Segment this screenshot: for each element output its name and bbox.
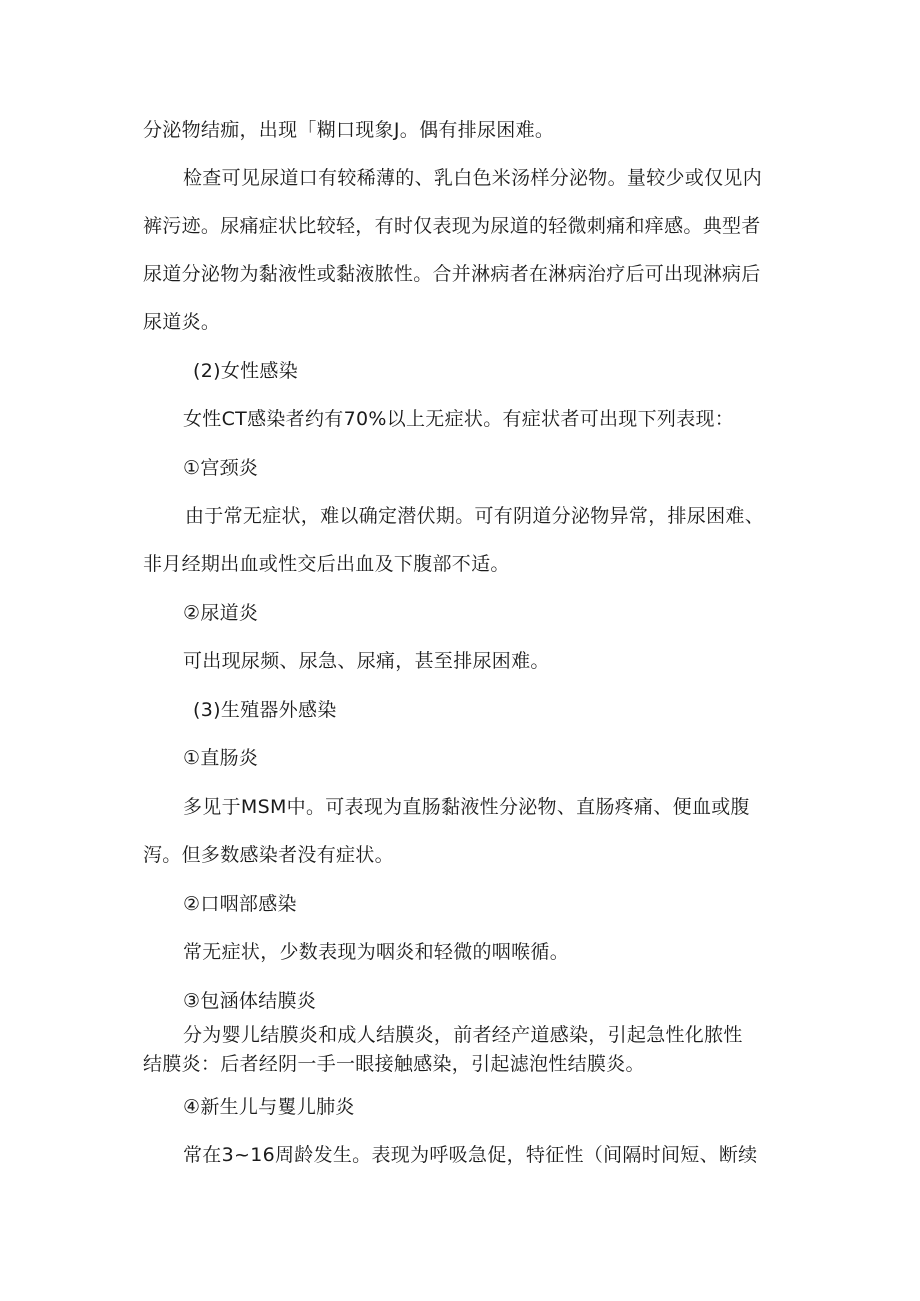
text-line: 裤污迹。尿痛症状比较轻，有时仅表现为尿道的轻微刺痛和痒感。典型者	[143, 215, 761, 237]
text-line: 尿道分泌物为黏液性或黏液脓性。合并淋病者在淋病治疗后可出现淋病后	[143, 263, 761, 285]
text-line: 分泌物结痂，出现「糊口现象J。偶有排尿困难。	[143, 119, 555, 141]
text-line: 常在3~16周龄发生。表现为呼吸急促，特征性（间隔时间短、断续	[183, 1144, 758, 1166]
text-line: 常无症状，少数表现为咽炎和轻微的咽喉循。	[183, 941, 570, 963]
text-line: 泻。但多数感染者没有症状。	[143, 844, 394, 866]
text-line: 结膜炎：后者经阴一手一眼接触感染，引起滤泡性结膜炎。	[143, 1053, 645, 1075]
subsection-heading: ①直肠炎	[183, 747, 259, 769]
subsection-heading: ④新生儿与矍儿肺炎	[183, 1096, 355, 1118]
text-line: 女性CT感染者约有70%以上无症状。有症状者可出现下列表现：	[183, 408, 735, 430]
subsection-heading: ②口咽部感染	[183, 893, 297, 915]
section-heading: (3)生殖器外感染	[193, 699, 337, 721]
subsection-heading: ①宫颈炎	[183, 457, 259, 479]
text-line: 检查可见尿道口有较稀薄的、乳白色米汤样分泌物。量较少或仅见内	[183, 167, 763, 189]
subsection-heading: ③包涵体结膜炎	[183, 990, 317, 1012]
text-line: 尿道炎。	[143, 311, 221, 333]
subsection-heading: ②尿道炎	[183, 602, 259, 624]
text-line: 非月经期出血或性交后出血及下腹部不适。	[143, 553, 510, 575]
section-heading: (2)女性感染	[193, 360, 299, 382]
text-line: 分为婴儿结膜炎和成人结膜炎，前者经产道感染，引起急性化脓性	[183, 1024, 743, 1046]
text-line: 由于常无症状，难以确定潜伏期。可有阴道分泌物异常，排尿困难、	[185, 505, 765, 527]
text-line: 多见于MSM中。可表现为直肠黏液性分泌物、直肠疼痛、便血或腹	[183, 796, 750, 818]
text-line: 可出现尿频、尿急、尿痛，甚至排尿困难。	[183, 650, 550, 672]
